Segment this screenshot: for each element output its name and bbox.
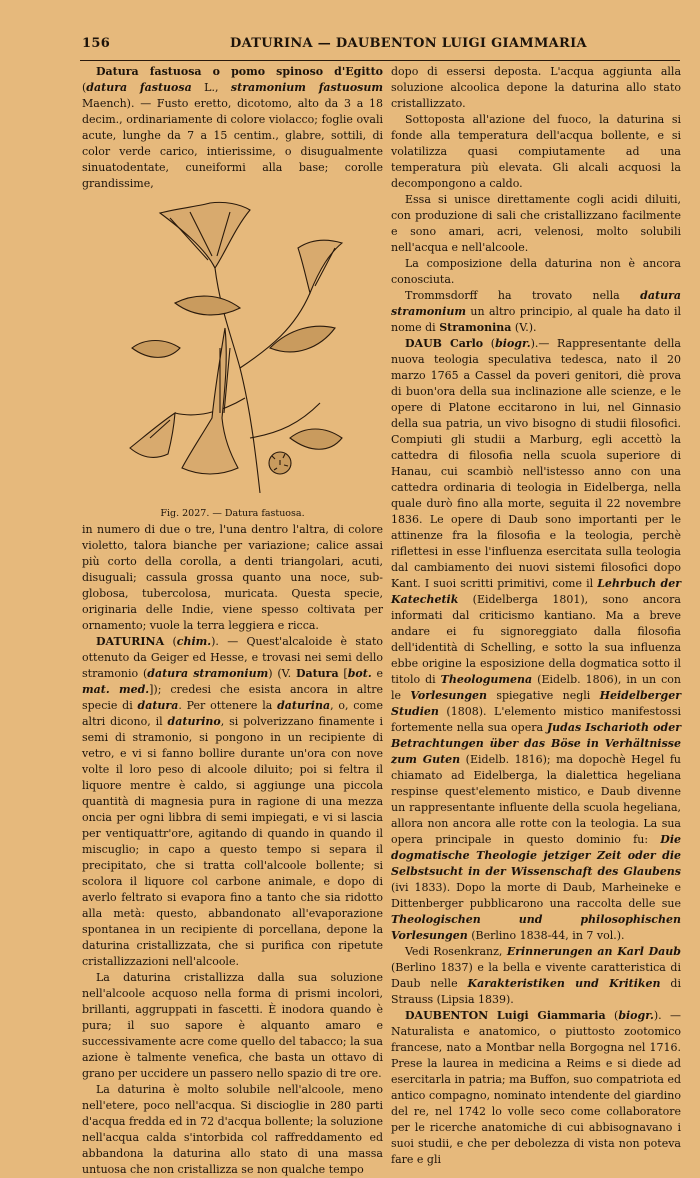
- paragraph: in numero di due o tre, l'una dentro l'altra, di colore violetto, talora bianche per variazione; calice assai più corto della corolla, a denti triangolari, acuti, disuguali; cassula grossa quanto una noce, sub-globosa, tubercolosa, muricata. Questa specie, originaria delle Indie, viene spesso coltivata per ornamento; vuole la terra leggiera e ricca.: [82, 523, 383, 632]
- entry-heading: DATURINA: [96, 635, 165, 648]
- figure-caption: Fig. 2027. — Datura fastuosa.: [160, 508, 305, 519]
- entry-daub-carlo: DAUB Carlo (biogr.).— Rappresentante della nuova teologia speculativa tedesca, nato il 20 marzo 1765 a Cassel da poveri genitori, diè prova di buon'ora della sua inclinazione alle scienze, e le opere di Platone eccitarono in lui, nel Ginnasio della sua patria, un vivo bisogno di studii filosofici. Compiuti gli studii a Marburg, egli accettò la cattedra di filosofia nella scuola superiore di Hanau, cui scambiò nell'istesso anno con una cattedra ordinaria di teologia in Eidelberga, nella quale durò fino alla morte, seguita il 22 novembre 1836. Le opere di Daub sono importanti per le attinenze fra la filosofia e la teologia, perchè riflettesi in esse l'influenza esercitata sulla teologia dal cambiamento dei nuovi sistemi filosofici dopo Kant. I suoi scritti primitivi, come il Lehrbuch der Katechetik (Eidelberga 1801), sono ancora informati dal criticismo kantiano. Ma a breve andare ei fu signoreggiato dalla filosofia dell'identità di Schelling, e sotto la sua influenza ebbe origine la esposizione della dogmatica sotto il titolo di Theologumena (Eidelb. 1806), in un con le Vorlesungen spiegative negli Heidelberger Studien (1808). L'elemento mistico manifestossi fortemente nella sua opera Judas Ischarioth oder Betrachtungen über das Böse in Verhältnisse zum Guten (Eidelb. 1816); ma dopochè Hegel fu chiamato ad Eidelberga, la dialettica hegeliana respinse quest'elemento mistico, e Daub divenne un rappresentante influente della scuola hegeliana, allora non ancora alle rotte con la teologia. La sua opera principale in questo dominio fu: Die dogmatische Theologie jetziger Zeit oder die Selbstsucht in der Wissenschaft des Glaubens (ivi 1833). Dopo la morte di Daub, Marheineke e Dittenberger pubblicarono una raccolta delle sue Theologischen und philosophischen Vorlesungen (Berlino 1838-44, in 7 vol.).: [391, 337, 682, 942]
- paragraph: La daturina è molto solubile nell'alcoole, meno nell'etere, poco nell'acqua. Si discioglie in 280 parti d'acqua fredda ed in 72 d'acqua bollente; la soluzione nell'acqua calda s'intorbida col raffreddamento ed abbandona la daturina allo stato di una massa untuosa che non cristallizza se non qualche tempo: [82, 1083, 383, 1176]
- paragraph: Sottoposta all'azione del fuoco, la daturina si fonde alla temperatura dell'acqua bollente, e si volatilizza quasi compiutamente ad una temperatura più elevata. Gli alcali acquosi la decompongono a caldo.: [391, 113, 681, 190]
- paragraph: Trommsdorff ha trovato nella datura stramonium un altro principio, al quale ha dato il nome di Stramonina (V.).: [391, 289, 681, 334]
- entry-heading: DAUBENTON Luigi Giammaria: [405, 1009, 606, 1022]
- left-column: [82, 64, 383, 1178]
- paragraph: Essa si unisce direttamente cogli acidi diluiti, con produzione di sali che cristallizzano facilmente e sono amari, acri, velenosi, molto solubili nell'acqua e nell'alcoole.: [391, 193, 681, 254]
- right-column: [391, 64, 681, 1168]
- paragraph: La composizione della daturina non è ancora conosciuta.: [391, 257, 681, 286]
- entry-daturina: DATURINA (chim.). — Quest'alcaloide è stato ottenuto da Geiger ed Hesse, e trovasi nei semi dello stramonio (datura stramonium) (V. Datura [bot. e mat. med.]); credesi che esista ancora in altre specie di datura. Per ottenere la daturina, o, come altri dicono, il daturino, si polverizzano finamente i semi di stramonio, si pongono in un recipiente di vetro, e vi si fanno bollire durante un'ora con nove volte il loro peso di alcoole diluito; poi si feltra il liquore mentre è caldo, si aggiunge una piccola quantità di magnesia pura in ragione di una mezza oncia per ogni libbra di semi impiegati, e vi si lascia per ventiquattr'ore, agitando di quando in quando il miscuglio; in capo a questo tempo si separa il precipitato, che si tratta coll'alcoole bollente; si scolora il liquore col carbone animale, e dopo di averlo feltrato si evapora fino a tanto che sia ridotto alla metà: questo, abbandonato all'evaporazione spontanea in un recipiente di porcellana, depone la daturina cristallizzata, che si purifica con ripetute cristallizzazioni nell'alcoole.: [82, 635, 383, 968]
- running-header: [82, 36, 682, 56]
- entry-heading: Datura fastuosa o pomo spinoso d'Egitto: [96, 65, 383, 78]
- header-rule: [80, 60, 680, 61]
- running-title: DATURINA — DAUBENTON LUIGI GIAMMARIA: [230, 36, 587, 51]
- paragraph: Vedi Rosenkranz, Erinnerungen an Karl Daub (Berlino 1837) e la bella e vivente caratteristica di Daub nelle Karakteristiken und Kritiken di Strauss (Lipsia 1839).: [391, 945, 681, 1006]
- paragraph: dopo di essersi deposta. L'acqua aggiunta alla soluzione alcoolica depone la daturina allo stato cristallizzato.: [391, 65, 681, 110]
- page-number: 156: [82, 36, 111, 51]
- entry-heading: DAUB Carlo: [405, 337, 484, 350]
- entry-daubenton: DAUBENTON Luigi Giammaria (biogr.). — Naturalista e anatomico, o piuttosto zootomico francese, nato a Montbar nella Borgogna nel 1716. Prese la laurea in medicina a Reims e si diede ad esercitarla in patria; ma Buffon, suo compatriota ed antico compagno, nominato intendente del giardino del re, nel 1742 lo volle seco come collaboratore per le ricerche anatomiche di cui abbisognavano i suoi studii, e che per debolezza di vista non poteva fare e gli: [391, 1009, 681, 1166]
- paragraph: La daturina cristallizza dalla sua soluzione nell'alcoole acquoso nella forma di prismi incolori, brillanti, aggruppati in fascetti. È inodora quando è pura; il suo sapore è alquanto amaro e successivamente acre come quello del tabacco; la sua azione è talmente venefica, che basta un ottavo di grano per uccidere un passero nello spazio di tre ore.: [82, 971, 383, 1080]
- entry-datura-fastuosa: Datura fastuosa o pomo spinoso d'Egitto (datura fastuosa L., stramonium fastuosum Maench). — Fusto eretto, dicotomo, alto da 3 a 18 decim., ordinariamente di colore violacco; foglie ovali acute, lunghe da 7 a 15 centim., glabre, sottili, di color verde carico, intierissime, o disugualmente sinuatodentate, cuneiformi alla base; corolle grandissime,: [82, 65, 383, 190]
- figure: [82, 192, 383, 522]
- datura-fastuosa-illustration: [120, 198, 345, 498]
